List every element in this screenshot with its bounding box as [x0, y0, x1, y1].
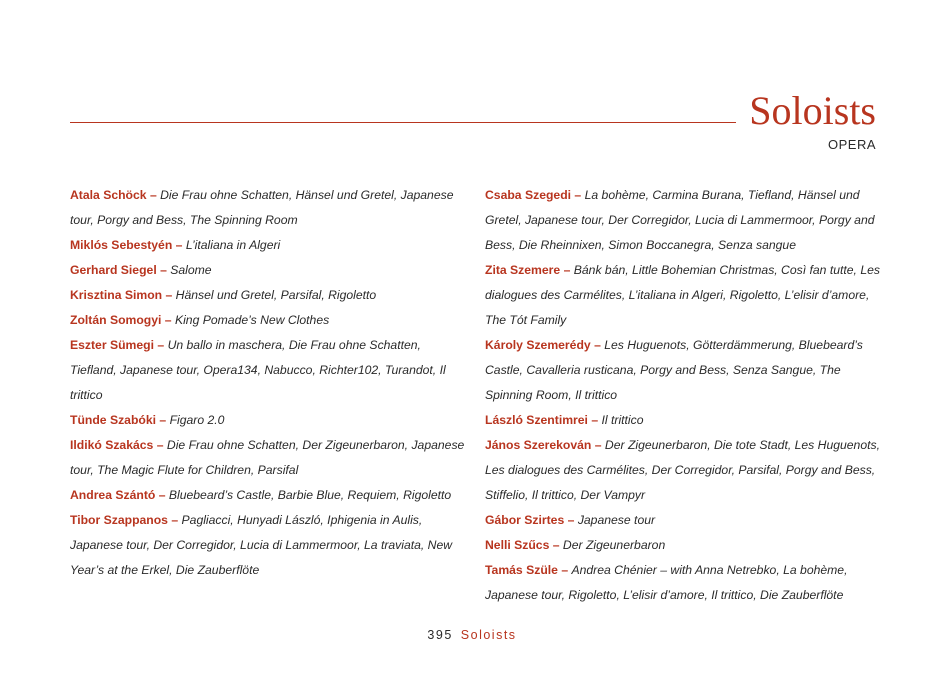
soloist-entry: Miklós Sebestyén – L’italiana in Algeri: [70, 238, 281, 252]
soloist-works: Pagliacci, Hunyadi László, Iphigenia in Aulis, Japanese tour, Der Corregidor, Lucia di Lammermoor, La traviata, New Year’s at the Erkel, Die Zauberflöte: [70, 513, 453, 577]
soloist-name: Eszter Sümegi: [70, 338, 154, 352]
footer-section-label: Soloists: [460, 628, 517, 642]
soloist-name: Zoltán Somogyi: [70, 313, 162, 327]
soloist-works: Die Frau ohne Schatten, Hänsel und Gretel, Japanese tour, Porgy and Bess, The Spinning Room: [70, 188, 454, 227]
soloist-name: Zita Szemere: [485, 263, 561, 277]
soloist-entry: László Szentimrei – Il trittico: [485, 413, 644, 427]
soloist-works: Andrea Chénier – with Anna Netrebko, La bohème, Japanese tour, Rigoletto, L’elisir d’amore, Il trittico, Die Zauberflöte: [485, 563, 848, 602]
soloist-entry: Károly Szemerédy – Les Huguenots, Götterdämmerung, Bluebeard’s Castle, Cavalleria rusticana, Porgy and Bess, Senza Sangue, The Spinning Room, Il trittico: [485, 338, 863, 402]
soloist-entry: Krisztina Simon – Hänsel und Gretel, Parsifal, Rigoletto: [70, 288, 377, 302]
soloist-works: Die Frau ohne Schatten, Der Zigeunerbaron, Japanese tour, The Magic Flute for Children, Parsifal: [70, 438, 465, 477]
soloist-name: Tibor Szappanos: [70, 513, 168, 527]
soloist-entry: Zoltán Somogyi – King Pomade’s New Clothes: [70, 313, 330, 327]
soloist-name: Atala Schöck: [70, 188, 147, 202]
soloist-name: László Szentimrei: [485, 413, 588, 427]
soloist-name: Gábor Szirtes: [485, 513, 565, 527]
soloist-works: Japanese tour: [577, 513, 656, 527]
soloist-entry: Gábor Szirtes – Japanese tour: [485, 513, 656, 527]
soloist-name: Tünde Szabóki: [70, 413, 156, 427]
soloist-works: Figaro 2.0: [169, 413, 225, 427]
page-footer: [0, 628, 944, 642]
soloist-entry: János Szerekován – Der Zigeunerbaron, Die tote Stadt, Les Huguenots, Les dialogues des Carmélites, Der Corregidor, Parsifal, Porgy and Bess, Stiffelio, Il trittico, Der Vampyr: [485, 438, 880, 502]
soloist-works: Les Huguenots, Götterdämmerung, Bluebeard’s Castle, Cavalleria rusticana, Porgy and Bess, Senza Sangue, The Spinning Room, Il trittico: [485, 338, 863, 402]
soloist-name: Gerhard Siegel: [70, 263, 157, 277]
soloist-name: Andrea Szántó: [70, 488, 156, 502]
soloist-works: La bohème, Carmina Burana, Tiefland, Hänsel und Gretel, Japanese tour, Der Corregidor, Lucia di Lammermoor, Porgy and Bess, Die Rheinnixen, Simon Boccanegra, Senza sangue: [485, 188, 875, 252]
soloist-works: Salome: [170, 263, 212, 277]
soloist-works: Der Zigeunerbaron, Die tote Stadt, Les Huguenots, Les dialogues des Carmélites, Der Corregidor, Parsifal, Porgy and Bess, Stiffelio, Il trittico, Der Vampyr: [485, 438, 880, 502]
right-column: [485, 183, 880, 608]
soloist-name: Ildikó Szakács: [70, 438, 154, 452]
soloist-name: Miklós Sebestyén: [70, 238, 173, 252]
soloist-name: Nelli Szűcs: [485, 538, 550, 552]
soloist-works: L’italiana in Algeri: [185, 238, 281, 252]
soloist-name: János Szerekován: [485, 438, 592, 452]
soloist-entry: Nelli Szűcs – Der Zigeunerbaron: [485, 538, 666, 552]
soloist-works: Un ballo in maschera, Die Frau ohne Schatten, Tiefland, Japanese tour, Opera134, Nabucco, Richter102, Turandot, Il trittico: [70, 338, 446, 402]
soloist-works: King Pomade’s New Clothes: [174, 313, 330, 327]
soloist-name: Csaba Szegedi: [485, 188, 572, 202]
soloist-works: Hänsel und Gretel, Parsifal, Rigoletto: [175, 288, 377, 302]
soloist-entry: Zita Szemere – Bánk bán, Little Bohemian Christmas, Così fan tutte, Les dialogues des Carmélites, L’italiana in Algeri, Rigoletto, L’elisir d’amore, The Tót Family: [485, 263, 880, 327]
page-number: 395: [427, 628, 453, 642]
soloist-entry: Tibor Szappanos – Pagliacci, Hunyadi László, Iphigenia in Aulis, Japanese tour, Der Corregidor, Lucia di Lammermoor, La traviata, New Year’s at the Erkel, Die Zauberflöte: [70, 513, 453, 577]
soloist-entry: Ildikó Szakács – Die Frau ohne Schatten, Der Zigeunerbaron, Japanese tour, The Magic Flute for Children, Parsifal: [70, 438, 465, 477]
soloist-entry: Eszter Sümegi – Un ballo in maschera, Die Frau ohne Schatten, Tiefland, Japanese tour, Opera134, Nabucco, Richter102, Turandot, Il trittico: [70, 338, 446, 402]
soloist-entry: Gerhard Siegel – Salome: [70, 263, 212, 277]
header-rule: [70, 122, 736, 123]
soloist-entry: Csaba Szegedi – La bohème, Carmina Burana, Tiefland, Hänsel und Gretel, Japanese tour, Der Corregidor, Lucia di Lammermoor, Porgy and Bess, Die Rheinnixen, Simon Boccanegra, Senza sangue: [485, 188, 875, 252]
soloist-name: Károly Szemerédy: [485, 338, 591, 352]
soloist-entry: Tünde Szabóki – Figaro 2.0: [70, 413, 225, 427]
soloist-name: Krisztina Simon: [70, 288, 163, 302]
soloist-entry: Tamás Szüle – Andrea Chénier – with Anna Netrebko, La bohème, Japanese tour, Rigoletto, L’elisir d’amore, Il trittico, Die Zauberflöte: [485, 563, 848, 602]
soloist-entry: Atala Schöck – Die Frau ohne Schatten, Hänsel und Gretel, Japanese tour, Porgy and Bess, The Spinning Room: [70, 188, 454, 227]
soloist-works: Bánk bán, Little Bohemian Christmas, Così fan tutte, Les dialogues des Carmélites, L’italiana in Algeri, Rigoletto, L’elisir d’amore, The Tót Family: [485, 263, 880, 327]
page-title: Soloists: [749, 88, 876, 133]
soloist-entry: Andrea Szántó – Bluebeard’s Castle, Barbie Blue, Requiem, Rigoletto: [70, 488, 452, 502]
soloist-works: Bluebeard’s Castle, Barbie Blue, Requiem, Rigoletto: [168, 488, 452, 502]
soloist-works: Der Zigeunerbaron: [562, 538, 666, 552]
soloist-works: Il trittico: [601, 413, 644, 427]
left-column: [70, 183, 465, 583]
page-subtitle: OPERA: [827, 137, 876, 152]
soloist-name: Tamás Szüle: [485, 563, 558, 577]
